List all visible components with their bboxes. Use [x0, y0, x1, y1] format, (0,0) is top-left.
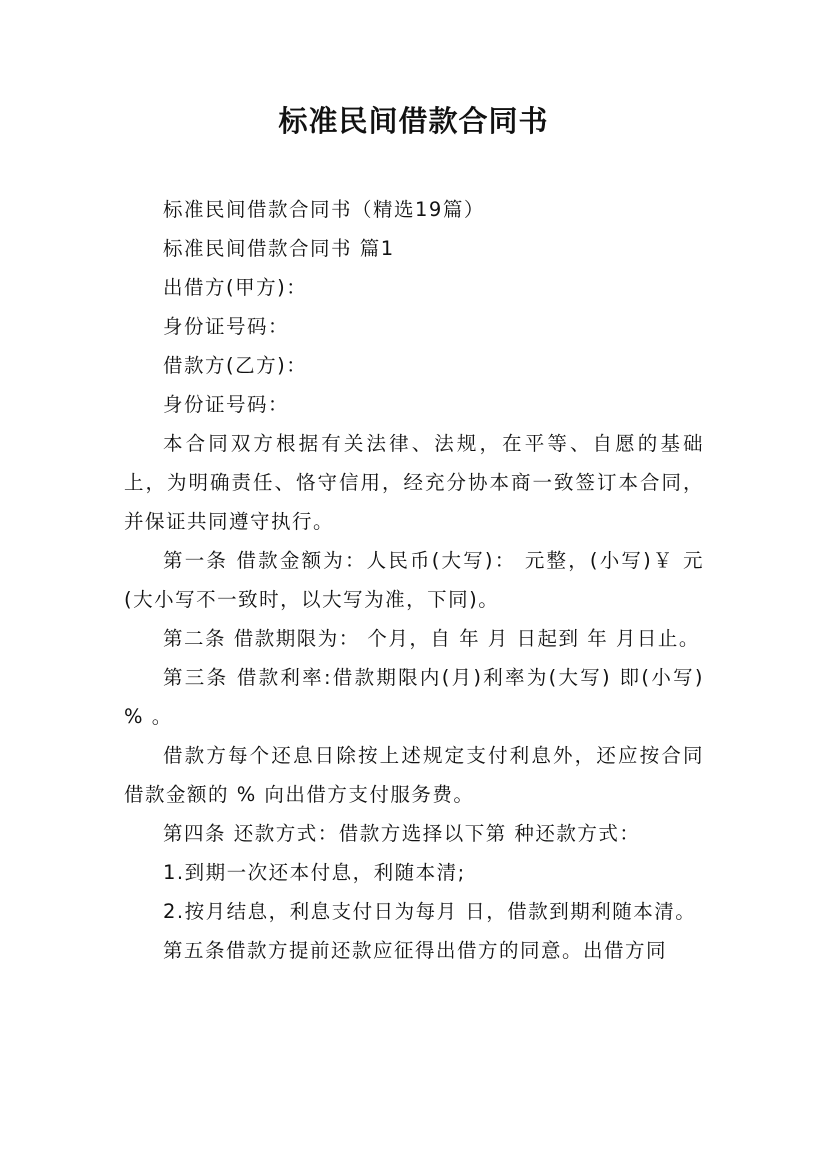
paragraph-borrower-id: 身份证号码： [163, 393, 290, 416]
paragraph-article-2: 第二条 借款期限为： 个月，自 年 月 日起到 年 月日止。 [163, 627, 700, 650]
document-body [124, 190, 704, 970]
paragraph-preamble: 本合同双方根据有关法律、法规，在平等、自愿的基础上，为明确责任、恪守信用，经充分协本商一致签订本合同，并保证共同遵守执行。 [124, 432, 704, 533]
paragraph-collection-heading: 标准民间借款合同书（精选19篇） [163, 198, 485, 221]
paragraph-lender-id: 身份证号码： [163, 315, 290, 338]
paragraph-article-4: 第四条 还款方式：借款方选择以下第 种还款方式： [163, 822, 641, 845]
paragraph-article-1: 第一条 借款金额为：人民币(大写)： 元整，(小写)￥ 元(大小写不一致时，以大写为准，下同)。 [124, 549, 704, 611]
paragraph-lender: 出借方(甲方)： [163, 276, 308, 299]
paragraph-article-3: 第三条 借款利率:借款期限内(月)利率为(大写) 即(小写) % 。 [124, 666, 704, 728]
document-title: 标准民间借款合同书 [278, 104, 549, 138]
paragraph-part-heading: 标准民间借款合同书 篇1 [163, 237, 395, 260]
paragraph-borrower: 借款方(乙方)： [163, 354, 308, 377]
paragraph-option-1: 1.到期一次还本付息，利随本清; [163, 861, 466, 884]
paragraph-option-2: 2.按月结息，利息支付日为每月 日，借款到期利随本清。 [163, 900, 697, 923]
paragraph-service-fee: 借款方每个还息日除按上述规定支付利息外，还应按合同借款金额的 % 向出借方支付服务费。 [124, 744, 704, 806]
paragraph-article-5: 第五条借款方提前还款应征得出借方的同意。出借方同 [163, 939, 668, 962]
